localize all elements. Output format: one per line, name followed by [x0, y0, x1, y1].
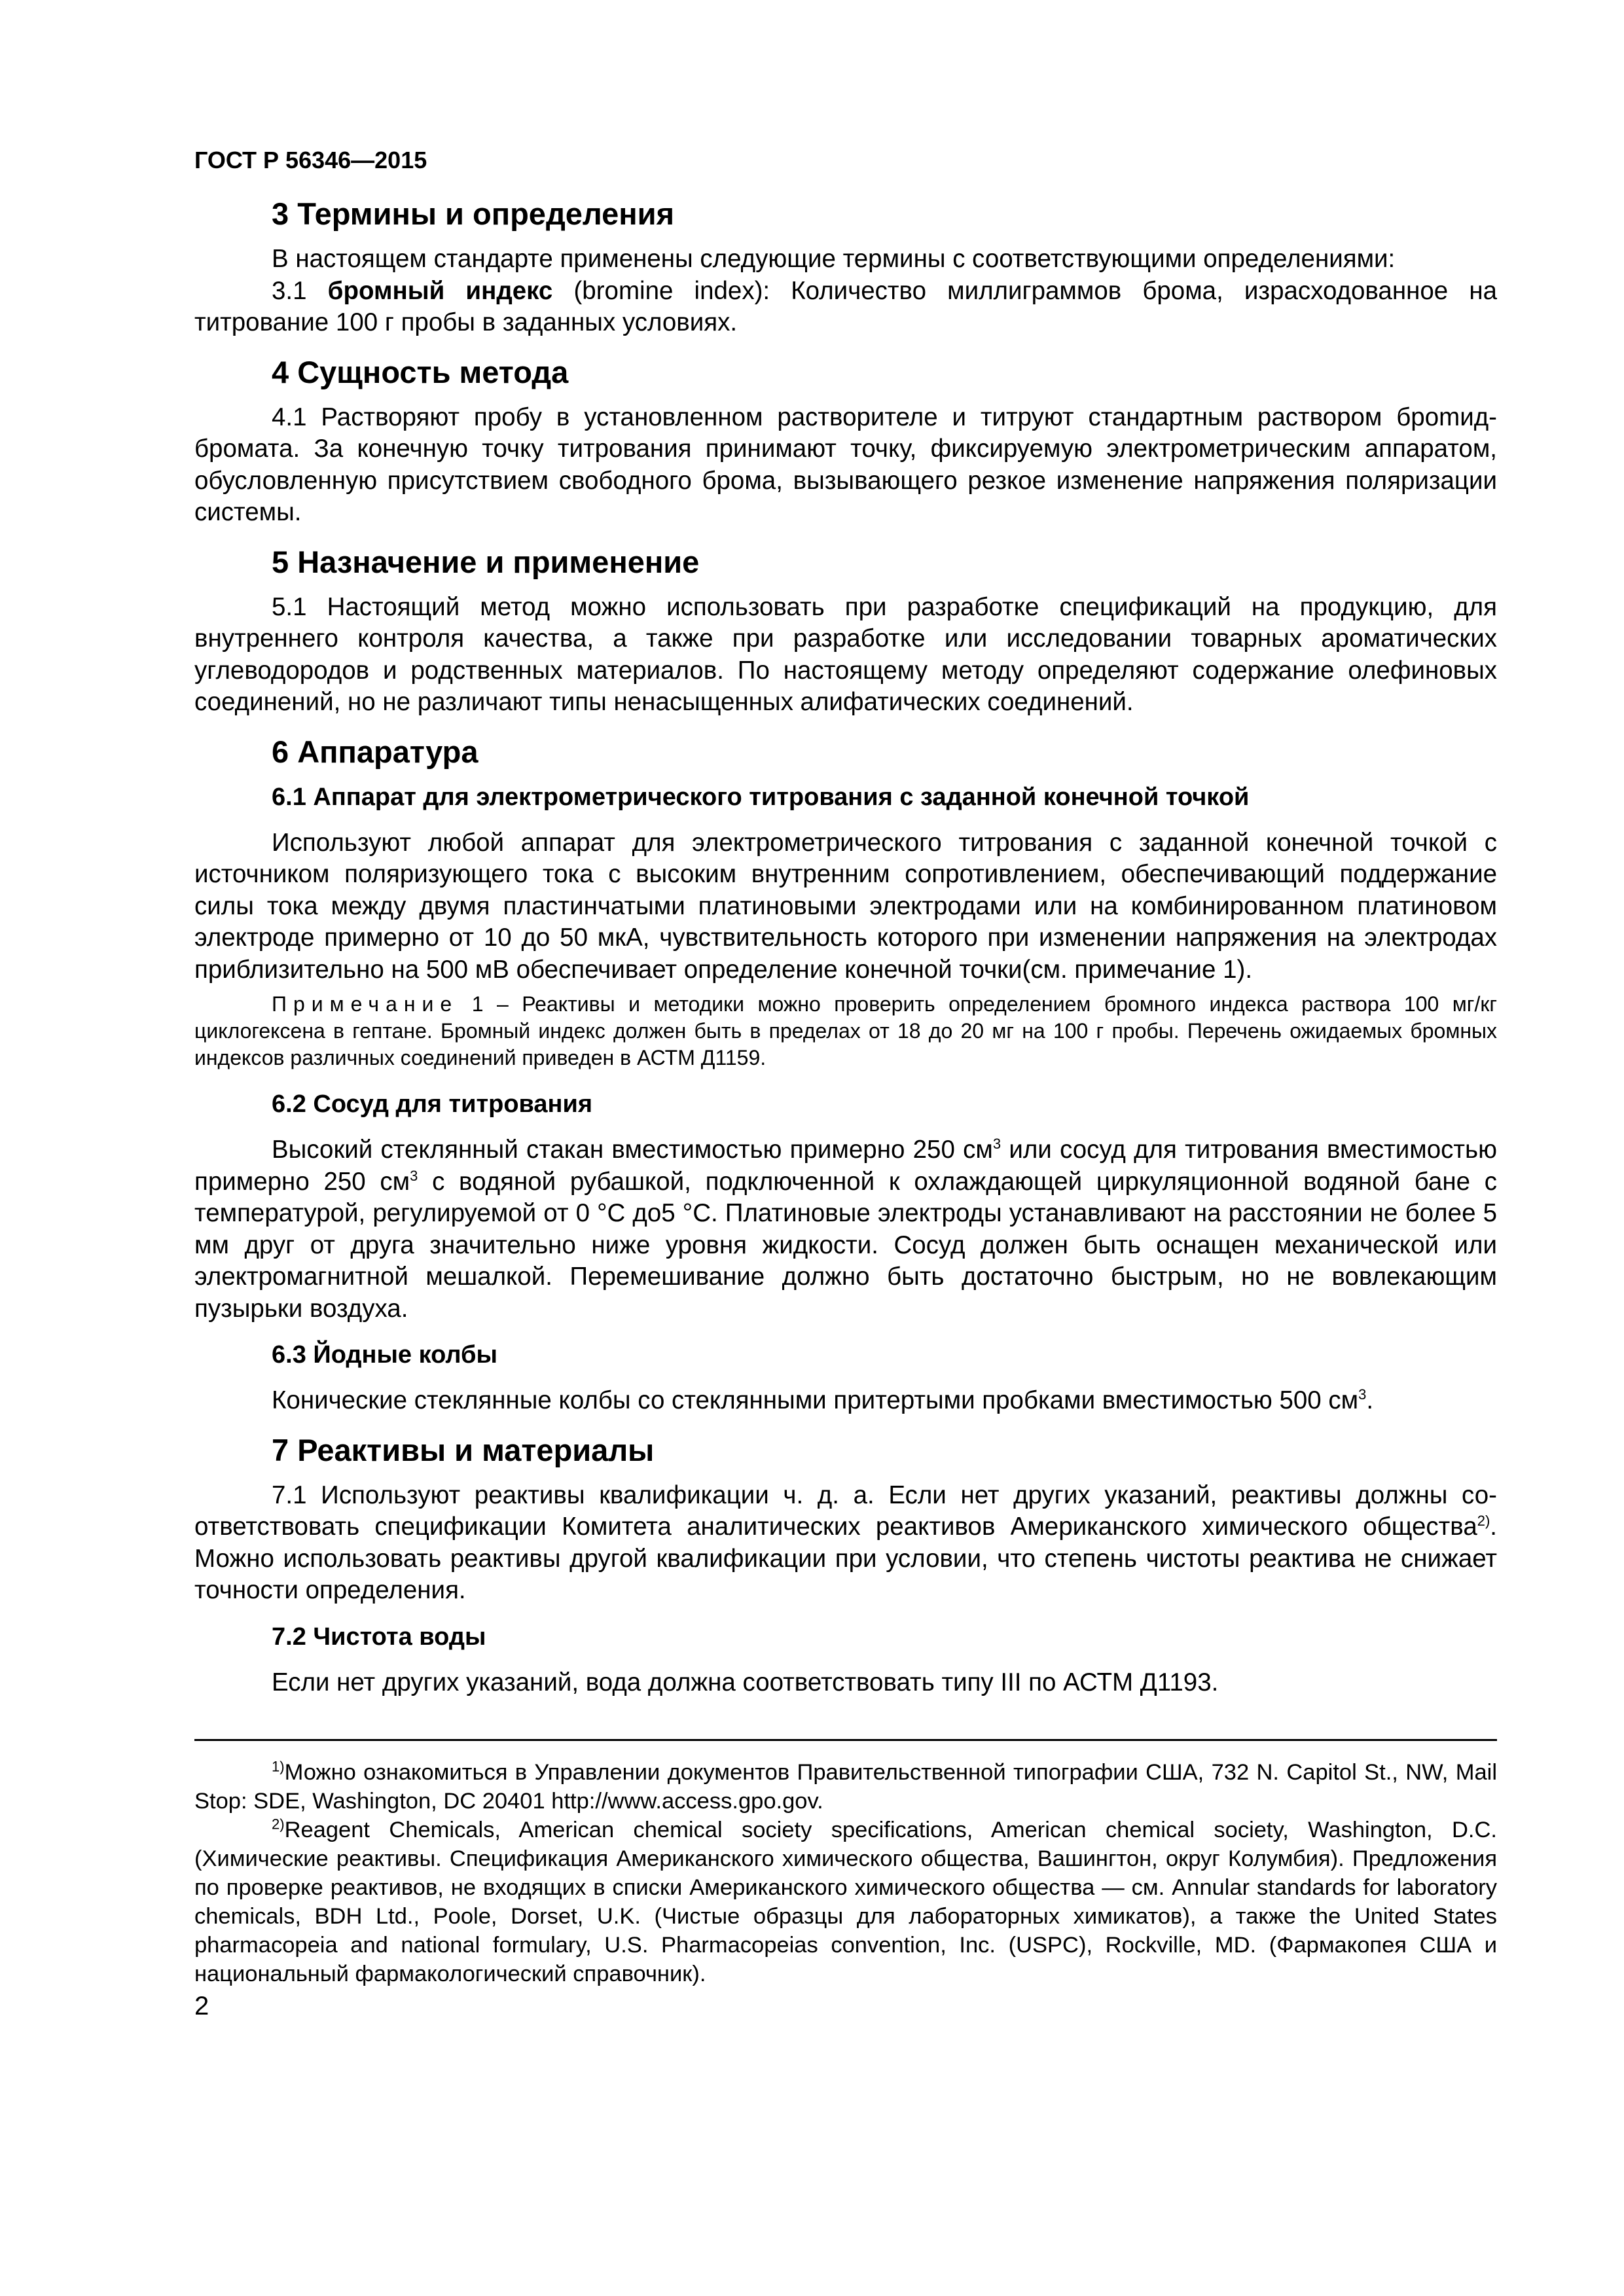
note-text: 1 – Реактивы и методики можно проверить определением бромного индекса раствора 100 мг/кг циклогексена в гептане. Бромный индекс должен быть в пределах от 18 до 20 мг на 100 г пробы. Перечень ожидаемых бромных индексов различных соединений приведен в АСТМ Д1159.	[194, 992, 1497, 1069]
footnote-2	[194, 1816, 1497, 1988]
superscript: 3	[992, 1136, 1001, 1153]
footnote-mark: 1)	[272, 1758, 285, 1775]
footnote-ref: 2)	[1477, 1513, 1490, 1530]
document-code: ГОСТ Р 56346—2015	[194, 147, 427, 173]
section-5-title: 5 Назначение и применение	[272, 544, 700, 579]
subsection-6-2-title: 6.2 Сосуд для титрования	[272, 1090, 593, 1118]
page-number: 2	[194, 1992, 209, 2020]
term-name: бромный индекс	[327, 276, 553, 305]
subsection-7-2-title: 7.2 Чистота воды	[272, 1623, 486, 1651]
section-5-paragraph: 5.1 Настоящий метод можно использовать при разработке спецификаций на продукцию, для внутреннего контроля качества, а также при разработке или исследовании товарных ароматических углеводородов и родственных материалов. По настоящему методу определяют содержание олефиновых соединений, но не различают типы ненасыщенных алифатических соединений.	[194, 592, 1497, 716]
section-6-title: 6 Аппаратура	[272, 734, 478, 769]
subsection-6-3-title: 6.3 Йодные колбы	[272, 1341, 497, 1369]
section-7-title: 7 Реактивы и материалы	[272, 1432, 655, 1467]
text-run: Конические стеклянные колбы со стеклянными притертыми пробками вместимостью 500 см	[272, 1386, 1359, 1414]
footnote-1	[194, 1758, 1497, 1816]
subsection-6-2-text	[194, 1134, 1497, 1325]
footnote-text: Можно ознакомиться в Управлении документов Правительственной типографии США, 732 N. Capitol St., NW, Mail Stop: SDE, Washington, DC 20401 http://www.access.gpo.gov.	[194, 1760, 1497, 1814]
subsection-6-1-text: Используют любой аппарат для электрометрического титрования с заданной конечной точкой с источником поляризующего тока с высоким внутренним сопротивлением, обеспечивающий поддержание силы тока между двумя пластинчатыми платиновыми электродами или на комбинированном платиновом электроде примерно от 10 до 50 мкА, чувствительность которого при изменении напряжения на электродах приблизительно на 500 мВ обеспечивает определение конечной точки(см. примечание 1).	[194, 828, 1497, 984]
note-1	[194, 991, 1497, 1071]
section-4-paragraph: 4.1 Растворяют пробу в установленном растворителе и титруют стандартным раствором броmид-бромата. За конечную точку титрования принимают точку, фиксируемую электрометрическим аппаратом, обусловленную присутствием свободного брома, вызывающего резкое изменение напряжения поляризации системы.	[194, 403, 1497, 526]
section-4-title: 4 Сущность метода	[272, 354, 569, 389]
footnote-text: Reagent Chemicals, American chemical society specifications, American chemical society, Washington, D.C. (Химические реактивы. Спецификация Американского химического общества, Вашингтон, округ Колумбия). Предложения по проверке реактивов, не входящих в списки Американского химического общества — см. Annular standards for laboratory chemicals, BDH Ltd., Poole, Dorset, U.K. (Чистые образцы для лабораторных химикатов), а также the United States pharmacopeia and national formulary, U.S. Pharmacopeias convention, Inc. (USPC), Rockville, MD. (Фармакопея США и национальный фармакологический справочник).	[194, 1818, 1497, 1986]
text-run: 7.1 Используют реактивы квалификации ч. д. а. Если нет других указаний, реактивы должны соответствовать спецификации Комитета аналитических реактивов Американского химического общества	[194, 1480, 1497, 1541]
term-definition: (bromine index): Количество миллиграммов брома, израсходованное на титрование 100 г пробы в заданных условиях.	[194, 276, 1498, 336]
section-3-title: 3 Термины и определения	[272, 196, 674, 231]
subsection-6-3-text	[194, 1385, 1497, 1417]
document-page	[194, 145, 1497, 2022]
term-number: 3.1	[272, 276, 328, 305]
footnote-divider	[194, 1739, 1497, 1741]
text-run: . Можно использовать реактивы другой квалификации при условии, что степень чистоты реактива не снижает точности определения.	[194, 1513, 1497, 1604]
text-run: или сосуд для титрования вместимостью примерно 250 см	[194, 1136, 1497, 1196]
section-3-intro: В настоящем стандарте применены следующие термины с соответствующими определениями:	[272, 245, 1396, 273]
subsection-6-1-title: 6.1 Аппарат для электрометрического титрования с заданной конечной точкой	[272, 783, 1250, 811]
text-run: Высокий стеклянный стакан вместимостью примерно 250 см	[272, 1136, 993, 1164]
term-3-1	[194, 276, 1497, 339]
superscript: 3	[410, 1167, 418, 1184]
text-run: с водяной рубашкой, подключенной к охлаждающей циркуляционной водяной бане с температурой, регулируемой от 0 °С до5 °С. Платиновые электроды устанавливают на расстоянии не более 5 мм друг от друга значительно ниже уровня жидкости. Сосуд должен быть оснащен механической или электромагнитной мешалкой. Перемешивание должно быть достаточно быстрым, но не вовлекающим пузырьки воздуха.	[194, 1167, 1497, 1323]
footnote-mark: 2)	[272, 1816, 285, 1833]
text-run: .	[1366, 1386, 1374, 1414]
superscript: 3	[1358, 1386, 1367, 1403]
subsection-7-2-text: Если нет других указаний, вода должна соответствовать типу III по АСТМ Д1193.	[272, 1668, 1219, 1696]
note-label: Примечание	[272, 992, 459, 1016]
section-7-paragraph	[194, 1480, 1497, 1607]
